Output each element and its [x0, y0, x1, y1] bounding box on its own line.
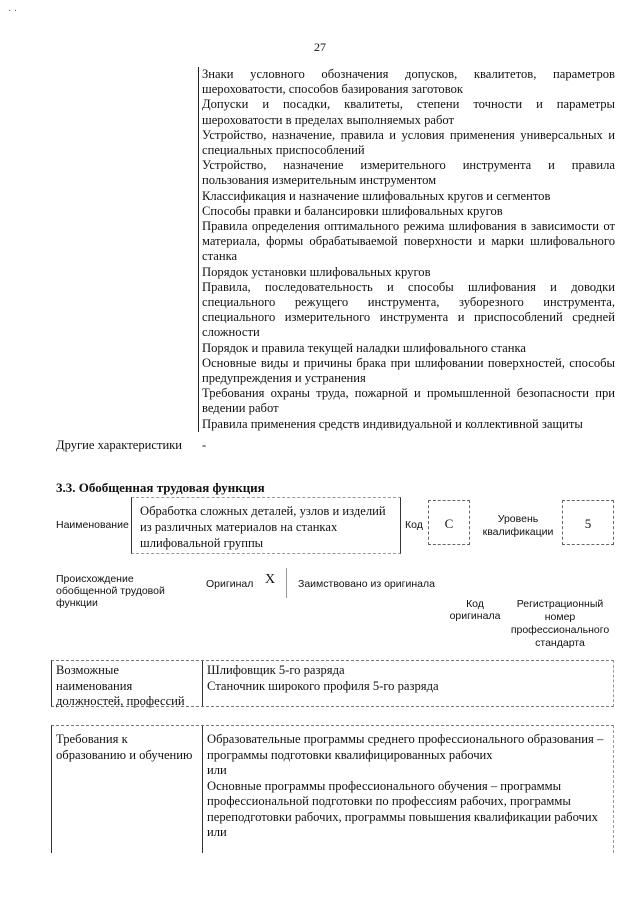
original-mark: X: [265, 572, 276, 587]
education-row: [51, 725, 614, 853]
education-label: Требования к образованию и обучению: [56, 732, 193, 762]
knowledge-item: Правила определения оптимального режима шлифования в зависимости от материала, формы обрабатываемой поверхности и марки шлифовального станка: [202, 219, 615, 264]
code-value: C: [428, 500, 470, 545]
education-line: Основные программы профессионального обучения – программы профессиональной подготовки по профессиям рабочих, программы переподготовки рабочих, программы повышения квалификации рабочих: [207, 778, 598, 824]
knowledge-item: Устройство, назначение, правила и условия применения универсальных и специальных приспособлений: [202, 127, 615, 158]
positions-label: Возможные наименования должностей, профессий: [56, 663, 185, 708]
position-item: Шлифовщик 5-го разряда: [207, 663, 345, 677]
knowledge-item: Правила, последовательность и способы шлифования и доводки специального режущего инструмента, зуборезного инструмента, специального измерительного инструмента и приспособлений средней сложности: [202, 279, 615, 340]
origin-divider: [286, 568, 290, 598]
knowledge-item: Порядок и правила текущей наладки шлифовального станка: [202, 340, 527, 355]
positions-values: [207, 663, 607, 694]
borrowed-label: Заимствовано из оригинала: [298, 578, 435, 590]
other-characteristics-label: Другие характеристики: [56, 438, 183, 452]
knowledge-item: Основные виды и причины брака при шлифовании поверхностей, способы предупреждения и устранения: [202, 355, 615, 386]
education-line: или: [207, 763, 227, 777]
qualification-level-value: 5: [562, 500, 614, 545]
original-code-label: Код оригинала: [449, 598, 501, 622]
knowledge-item: Требования охраны труда, пожарной и промышленной безопасности при ведении работ: [202, 386, 615, 416]
code-label: Код: [405, 519, 423, 531]
education-line: или: [207, 825, 227, 839]
knowledge-item: Порядок установки шлифовальных кругов: [202, 264, 431, 279]
knowledge-item: Правила применения средств индивидуальной и коллективной защиты: [202, 416, 583, 431]
qualification-level-label: Уровень квалификации: [482, 513, 554, 538]
page-number: 27: [314, 40, 326, 54]
origin-label: Происхождение обобщенной трудовой функции: [56, 573, 165, 609]
positions-row: [51, 660, 614, 707]
position-item: Станочник широкого профиля 5-го разряда: [207, 678, 439, 693]
name-label: Наименование: [56, 519, 129, 531]
corner-mark: · ·: [8, 6, 18, 17]
knowledge-item: Устройство, назначение измерительного инструмента и правила пользования измерительным инструментом: [202, 158, 615, 188]
function-name-value: Обработка сложных деталей, узлов и изделий из различных материалов на станках шлифовальной группы: [131, 497, 401, 554]
registration-number-label: Регистрационный номер профессионального стандарта: [510, 598, 610, 649]
original-label: Оригинал: [206, 578, 254, 590]
knowledge-list: [198, 67, 615, 432]
knowledge-item: Допуски и посадки, квалитеты, степени точности и параметры шероховатости в пределах выполняемых работ: [202, 97, 615, 127]
education-line: Образовательные программы среднего профессионального образования – программы подготовки квалифицированных рабочих: [207, 732, 604, 762]
education-values: [207, 732, 607, 841]
knowledge-item: Классификация и назначение шлифовальных кругов и сегментов: [202, 188, 551, 203]
knowledge-item: Способы правки и балансировки шлифовальных кругов: [202, 203, 503, 218]
knowledge-item: Знаки условного обозначения допусков, квалитетов, параметров шероховатости, способов базирования заготовок: [202, 67, 615, 97]
row-divider: [202, 661, 203, 706]
row-divider: [202, 726, 203, 853]
section-title: 3.3. Обобщенная трудовая функция: [56, 480, 265, 495]
other-characteristics-value: -: [202, 438, 207, 452]
